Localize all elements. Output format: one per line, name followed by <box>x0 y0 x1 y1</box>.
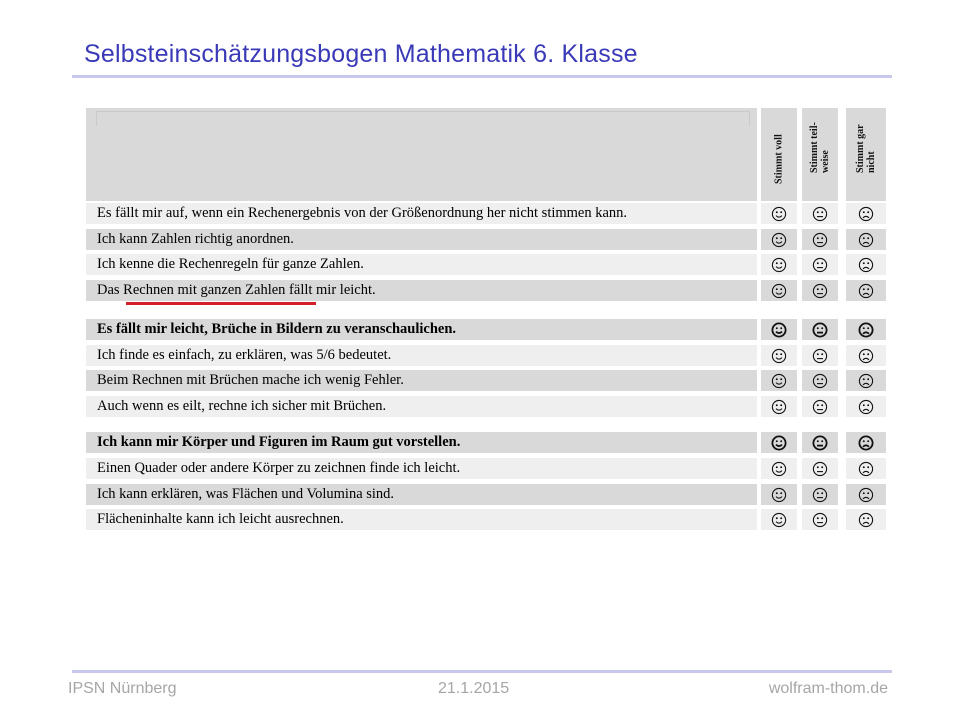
table-row <box>86 229 886 250</box>
rating-cell-2[interactable] <box>802 484 838 505</box>
smiley-sad-icon <box>858 373 874 389</box>
smiley-happy-icon <box>771 206 787 222</box>
smiley-neutral-icon <box>812 435 828 451</box>
table-row <box>86 458 886 479</box>
table-row <box>86 484 886 505</box>
rating-cell-2[interactable] <box>802 229 838 250</box>
column-label-stimmt-gar-nicht-2: nicht <box>866 151 877 173</box>
smiley-neutral-icon <box>812 348 828 364</box>
rating-cell-1[interactable] <box>761 396 797 417</box>
rating-cell-1[interactable] <box>761 458 797 479</box>
rating-cell-1[interactable] <box>761 484 797 505</box>
rating-cell-1[interactable] <box>761 254 797 275</box>
statement-text: Das Rechnen mit ganzen Zahlen fällt mir leicht. <box>86 280 757 301</box>
smiley-sad-icon <box>858 435 874 451</box>
rating-cell-3[interactable] <box>846 345 886 366</box>
self-assessment-table <box>86 108 886 532</box>
statement-text: Ich finde es einfach, zu erklären, was 5/6 bedeutet. <box>86 345 757 366</box>
column-label-stimmt-teilweise-2: weise <box>820 150 831 173</box>
statement-text: Es fällt mir auf, wenn ein Rechenergebnis von der Größenordnung her nicht stimmen kann. <box>86 203 757 224</box>
rating-cell-1[interactable] <box>761 203 797 224</box>
rating-cell-3[interactable] <box>846 280 886 301</box>
statement-text: Ich kann mir Körper und Figuren im Raum gut vorstellen. <box>86 432 757 453</box>
rating-cell-1[interactable] <box>761 345 797 366</box>
rating-cell-2[interactable] <box>802 280 838 301</box>
smiley-happy-icon <box>771 512 787 528</box>
table-row <box>86 370 886 391</box>
smiley-neutral-icon <box>812 373 828 389</box>
statement-text: Einen Quader oder andere Körper zu zeichnen finde ich leicht. <box>86 458 757 479</box>
smiley-sad-icon <box>858 399 874 415</box>
rating-cell-1[interactable] <box>761 229 797 250</box>
rating-cell-3[interactable] <box>846 203 886 224</box>
smiley-neutral-icon <box>812 461 828 477</box>
smiley-happy-icon <box>771 322 787 338</box>
smiley-sad-icon <box>858 206 874 222</box>
smiley-happy-icon <box>771 232 787 248</box>
smiley-happy-icon <box>771 257 787 273</box>
statement-text: Ich kann erklären, was Flächen und Volumina sind. <box>86 484 757 505</box>
smiley-neutral-icon <box>812 232 828 248</box>
smiley-happy-icon <box>771 487 787 503</box>
rating-cell-2[interactable] <box>802 396 838 417</box>
rating-cell-3[interactable] <box>846 254 886 275</box>
smiley-sad-icon <box>858 283 874 299</box>
rating-cell-1[interactable] <box>761 370 797 391</box>
table-header <box>86 108 886 201</box>
smiley-happy-icon <box>771 373 787 389</box>
rating-cell-1[interactable] <box>761 432 797 453</box>
rating-cell-3[interactable] <box>846 396 886 417</box>
table-row <box>86 280 886 301</box>
smiley-neutral-icon <box>812 487 828 503</box>
statement-text: Auch wenn es eilt, rechne ich sicher mit Brüchen. <box>86 396 757 417</box>
statement-text: Beim Rechnen mit Brüchen mache ich wenig Fehler. <box>86 370 757 391</box>
smiley-happy-icon <box>771 461 787 477</box>
rating-cell-3[interactable] <box>846 509 886 530</box>
table-row <box>86 396 886 417</box>
footer-right: wolfram-thom.de <box>768 680 888 697</box>
title-divider <box>72 75 892 78</box>
rating-cell-1[interactable] <box>761 280 797 301</box>
rating-cell-2[interactable] <box>802 345 838 366</box>
smiley-sad-icon <box>858 461 874 477</box>
page-title: Selbsteinschätzungsbogen Mathematik 6. Klasse <box>84 40 638 68</box>
rating-cell-3[interactable] <box>846 229 886 250</box>
smiley-neutral-icon <box>812 322 828 338</box>
smiley-neutral-icon <box>812 206 828 222</box>
statement-text: Flächeninhalte kann ich leicht ausrechnen. <box>86 509 757 530</box>
footer-date: 21.1.2015 <box>438 680 510 697</box>
rating-cell-3[interactable] <box>846 319 886 340</box>
smiley-happy-icon <box>771 399 787 415</box>
smiley-sad-icon <box>858 257 874 273</box>
rating-cell-2[interactable] <box>802 319 838 340</box>
statement-text: Es fällt mir leicht, Brüche in Bildern zu veranschaulichen. <box>86 319 757 340</box>
table-row <box>86 432 886 453</box>
column-label-stimmt-voll: Stimmt voll <box>773 134 785 184</box>
table-row <box>86 319 886 340</box>
rating-cell-2[interactable] <box>802 509 838 530</box>
header-blank-cell <box>86 108 757 201</box>
table-row <box>86 254 886 275</box>
statement-text: Ich kann Zahlen richtig anordnen. <box>86 229 757 250</box>
smiley-happy-icon <box>771 435 787 451</box>
rating-cell-3[interactable] <box>846 484 886 505</box>
rating-cell-2[interactable] <box>802 432 838 453</box>
footer-left: IPSN Nürnberg <box>68 680 177 697</box>
table-row <box>86 509 886 530</box>
column-header-stimmt-voll <box>761 108 797 201</box>
column-header-stimmt-teilweise <box>802 108 838 201</box>
rating-cell-3[interactable] <box>846 370 886 391</box>
rating-cell-2[interactable] <box>802 203 838 224</box>
column-header-stimmt-gar-nicht <box>846 108 886 201</box>
rating-cell-2[interactable] <box>802 458 838 479</box>
smiley-sad-icon <box>858 322 874 338</box>
table-row <box>86 345 886 366</box>
smiley-sad-icon <box>858 232 874 248</box>
rating-cell-3[interactable] <box>846 432 886 453</box>
statement-text: Ich kenne die Rechenregeln für ganze Zahlen. <box>86 254 757 275</box>
smiley-neutral-icon <box>812 399 828 415</box>
smiley-neutral-icon <box>812 257 828 273</box>
rating-cell-2[interactable] <box>802 254 838 275</box>
rating-cell-3[interactable] <box>846 458 886 479</box>
column-label-stimmt-teilweise-1: Stimmt teil- <box>809 122 820 173</box>
smiley-sad-icon <box>858 512 874 528</box>
footer-divider <box>72 670 892 673</box>
smiley-happy-icon <box>771 283 787 299</box>
rating-cell-1[interactable] <box>761 509 797 530</box>
rating-cell-2[interactable] <box>802 370 838 391</box>
smiley-sad-icon <box>858 348 874 364</box>
column-label-stimmt-gar-nicht-1: Stimmt gar <box>855 124 866 173</box>
smiley-neutral-icon <box>812 512 828 528</box>
red-underline <box>126 302 316 305</box>
smiley-neutral-icon <box>812 283 828 299</box>
smiley-sad-icon <box>858 487 874 503</box>
rating-cell-1[interactable] <box>761 319 797 340</box>
table-row <box>86 203 886 224</box>
smiley-happy-icon <box>771 348 787 364</box>
